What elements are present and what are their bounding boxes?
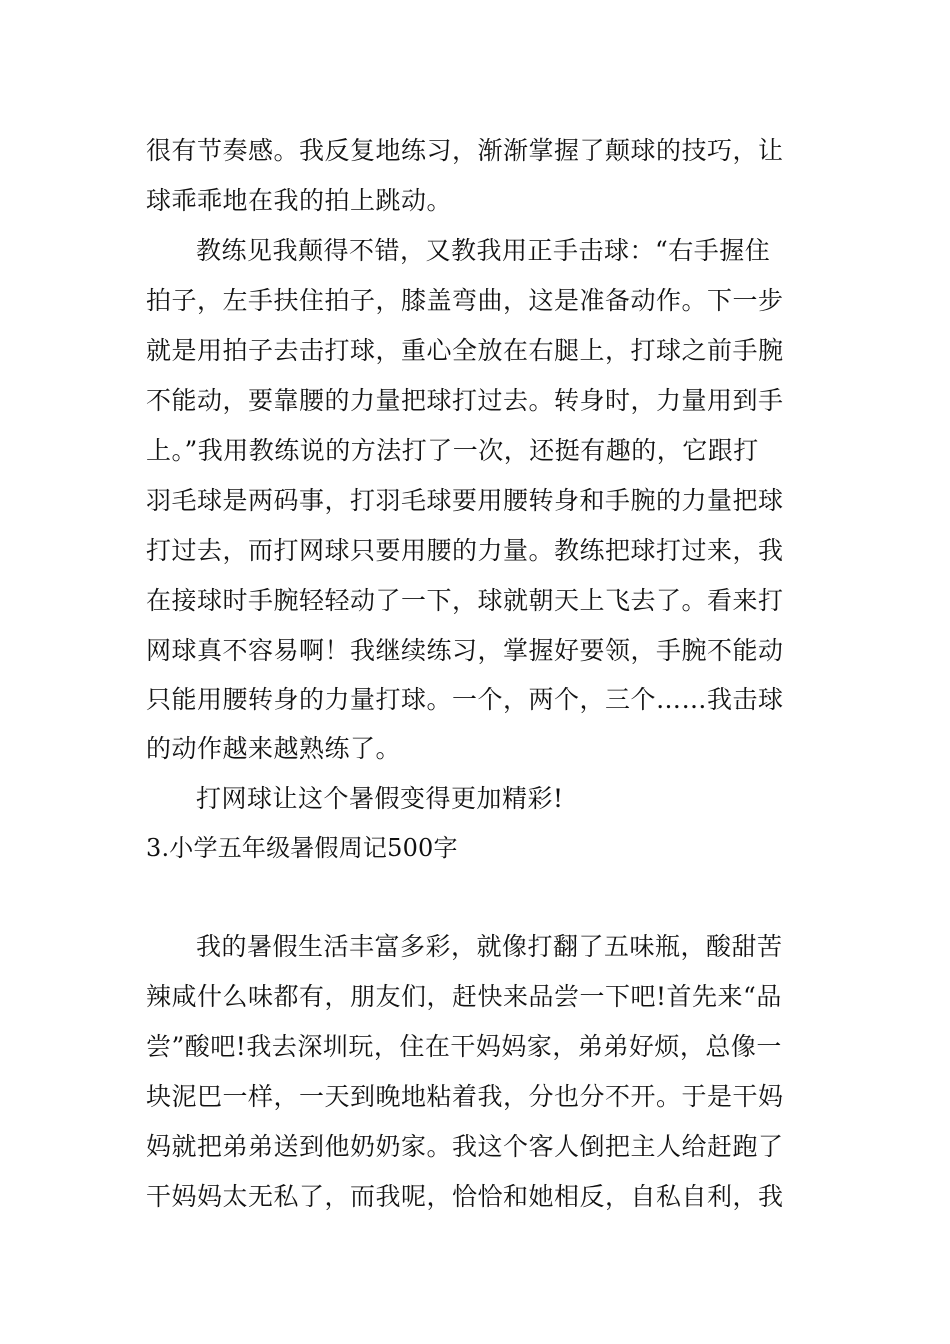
paragraph-1-line-2: 球乖乖地在我的拍上跳动。 — [146, 186, 453, 215]
paragraph-1-line-1: 很有节奏感。我反复地练习，渐渐掌握了颠球的技巧，让 — [146, 136, 784, 165]
paragraph-2-line-3: 就是用拍子去击打球，重心全放在右腿上，打球之前手腕 — [146, 336, 784, 365]
paragraph-2-line-6: 羽毛球是两码事，打羽毛球要用腰转身和手腕的力量把球 — [146, 486, 784, 515]
paragraph-3-line-1: 打网球让这个暑假变得更加精彩! — [196, 784, 564, 813]
paragraph-4-line-1: 我的暑假生活丰富多彩，就像打翻了五味瓶，酸甜苦 — [196, 932, 783, 961]
paragraph-2-line-2: 拍子，左手扶住拍子，膝盖弯曲，这是准备动作。下一步 — [146, 286, 784, 315]
paragraph-2-line-4: 不能动，要靠腰的力量把球打过去。转身时，力量用到手 — [146, 386, 784, 415]
paragraph-4-line-2: 辣咸什么味都有，朋友们，赶快来品尝一下吧!首先来“品 — [146, 982, 782, 1011]
paragraph-4-line-6: 干妈妈太无私了，而我呢，恰恰和她相反，自私自利，我 — [146, 1182, 784, 1211]
paragraph-2-line-7: 打过去，而打网球只要用腰的力量。教练把球打过来，我 — [146, 536, 784, 565]
section-heading: 3.小学五年级暑假周记500字 — [146, 834, 458, 862]
paragraph-2-line-1: 教练见我颠得不错，又教我用正手击球：“右手握住 — [196, 236, 771, 265]
paragraph-4-line-4: 块泥巴一样，一天到晚地粘着我，分也分不开。于是干妈 — [146, 1082, 784, 1111]
paragraph-4-line-5: 妈就把弟弟送到他奶奶家。我这个客人倒把主人给赶跑了 — [146, 1132, 784, 1161]
paragraph-4-line-3: 尝”酸吧!我去深圳玩，住在干妈妈家，弟弟好烦，总像一 — [146, 1032, 782, 1061]
paragraph-2-line-8: 在接球时手腕轻轻动了一下，球就朝天上飞去了。看来打 — [146, 586, 784, 615]
paragraph-2-line-10: 只能用腰转身的力量打球。一个，两个，三个……我击球 — [146, 685, 784, 714]
paragraph-2-line-5: 上。”我用教练说的方法打了一次，还挺有趣的，它跟打 — [146, 436, 759, 465]
paragraph-2-line-9: 网球真不容易啊！我继续练习，掌握好要领，手腕不能动 — [146, 636, 784, 665]
paragraph-2-line-11: 的动作越来越熟练了。 — [146, 734, 402, 763]
